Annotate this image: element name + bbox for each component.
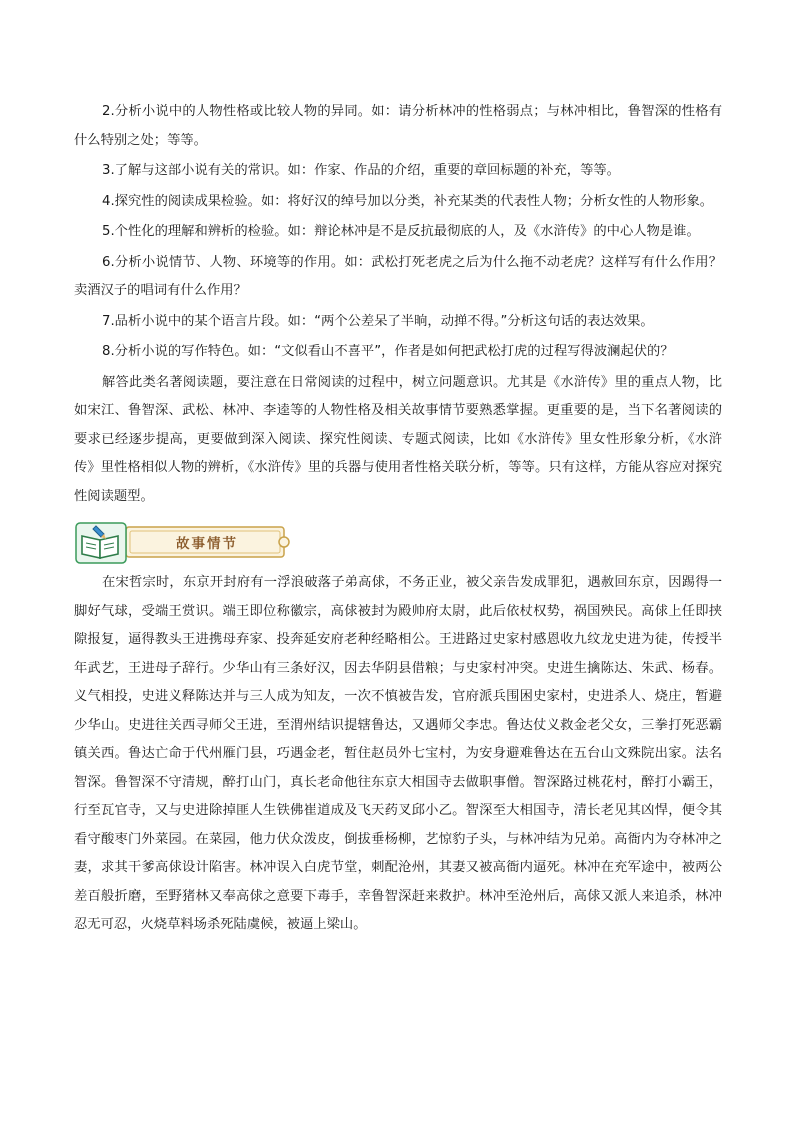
book-pencil-icon — [76, 522, 126, 564]
point-5: 5.个性化的理解和辨析的检验。如：辩论林冲是不是反抗最彻底的人，及《水浒传》的中心人物是谁。 — [102, 224, 700, 239]
document-content — [74, 98, 722, 940]
section-banner — [74, 519, 722, 565]
summary-paragraph: 解答此类名著阅读题，要注意在日常阅读的过程中，树立问题意识。尤其是《水浒传》里的重点人物，比如宋江、鲁智深、武松、林冲、李逵等的人物性格及相关故事情节要熟悉掌握。更重要的是，当下名著阅读的要求已经逐步提高，更要做到深入阅读、探究性阅读、专题式阅读，比如《水浒传》里女性形象分析，《水浒传》里性格相似人物的辨析，《水浒传》里的兵器与使用者性格关联分析，等等。只有这样，方能从容应对探究性阅读题型。 — [74, 374, 722, 504]
point-2: 2.分析小说中的人物性格或比较人物的异同。如：请分析林冲的性格弱点；与林冲相比，鲁智深的性格有什么特别之处；等等。 — [74, 104, 722, 148]
point-3: 3.了解与这部小说有关的常识。如：作家、作品的介绍，重要的章回标题的补充，等等。 — [102, 163, 620, 178]
point-6: 6.分析小说情节、人物、环境等的作用。如：武松打死老虎之后为什么拖不动老虎？这样写有什么作用？卖酒汉子的唱词有什么作用？ — [74, 254, 722, 298]
section-title: 故事情节 — [176, 536, 238, 552]
point-7: 7.品析小说中的某个语言片段。如：“两个公差呆了半晌，动掸不得。”分析这句话的表达效果。 — [102, 313, 654, 329]
point-4: 4.探究性的阅读成果检验。如：将好汉的绰号加以分类，补充某类的代表性人物；分析女性的人物形象。 — [102, 193, 714, 209]
story-paragraph: 在宋哲宗时，东京开封府有一浮浪破落子弟高俅，不务正业，被父亲告发成罪犯，遇赦回东京，因踢得一脚好气球，受端王赏识。端王即位称徽宗，高俅被封为殿帅府太尉，此后依杖权势，祸国殃民。高俅上任即挟隙报复，逼得教头王进携母弃家、投奔延安府老种经略相公。王进路过史家村感恩收九纹龙史进为徒，传授半年武艺，王进母子辞行。少华山有三条好汉，因去华阴县借粮；与史家村冲突。史进生擒陈达、朱武、杨春。义气相投，史进义释陈达并与三人成为知友，一次不慎被告发，官府派兵围困史家村，史进杀人、烧庄，暂避少华山。史进往关西寻师父王进，至渭州结识提辖鲁达，又遇师父李忠。鲁达仗义救金老父女，三拳打死恶霸镇关西。鲁达亡命于代州雁门县，巧遇金老，暂住赵员外七宝村，为安身避难鲁达在五台山文殊院出家。法名智深。鲁智深不守清规，醉打山门，真长老命他往东京大相国寺去做职事僧。智深路过桃花村，醉打小霸王，行至瓦官寺，又与史进除掉匪人生铁佛崔道成及飞天药叉邱小乙。智深至大相国寺，清长老见其凶悍，便令其看守酸枣门外菜园。在菜园，他力伏众泼皮，倒拔垂杨柳，艺惊豹子头，与林冲结为兄弟。高衙内为夺林冲之妻，求其干爹高俅设计陷害。林冲误入白虎节堂，刺配沧州，其妻又被高衙内逼死。林冲在充军途中，被两公差百般折磨，至野猪林又奉高俅之意要下毒手，幸鲁智深赶来救护。林冲至沧州后，高俅又派人来追杀，林冲忍无可忍，火烧草料场杀死陆虞候，被逼上梁山。 — [74, 575, 722, 932]
point-8: 8.分析小说的写作特色。如：“文似看山不喜平”，作者是如何把武松打虎的过程写得波澜起伏的？ — [102, 344, 674, 359]
